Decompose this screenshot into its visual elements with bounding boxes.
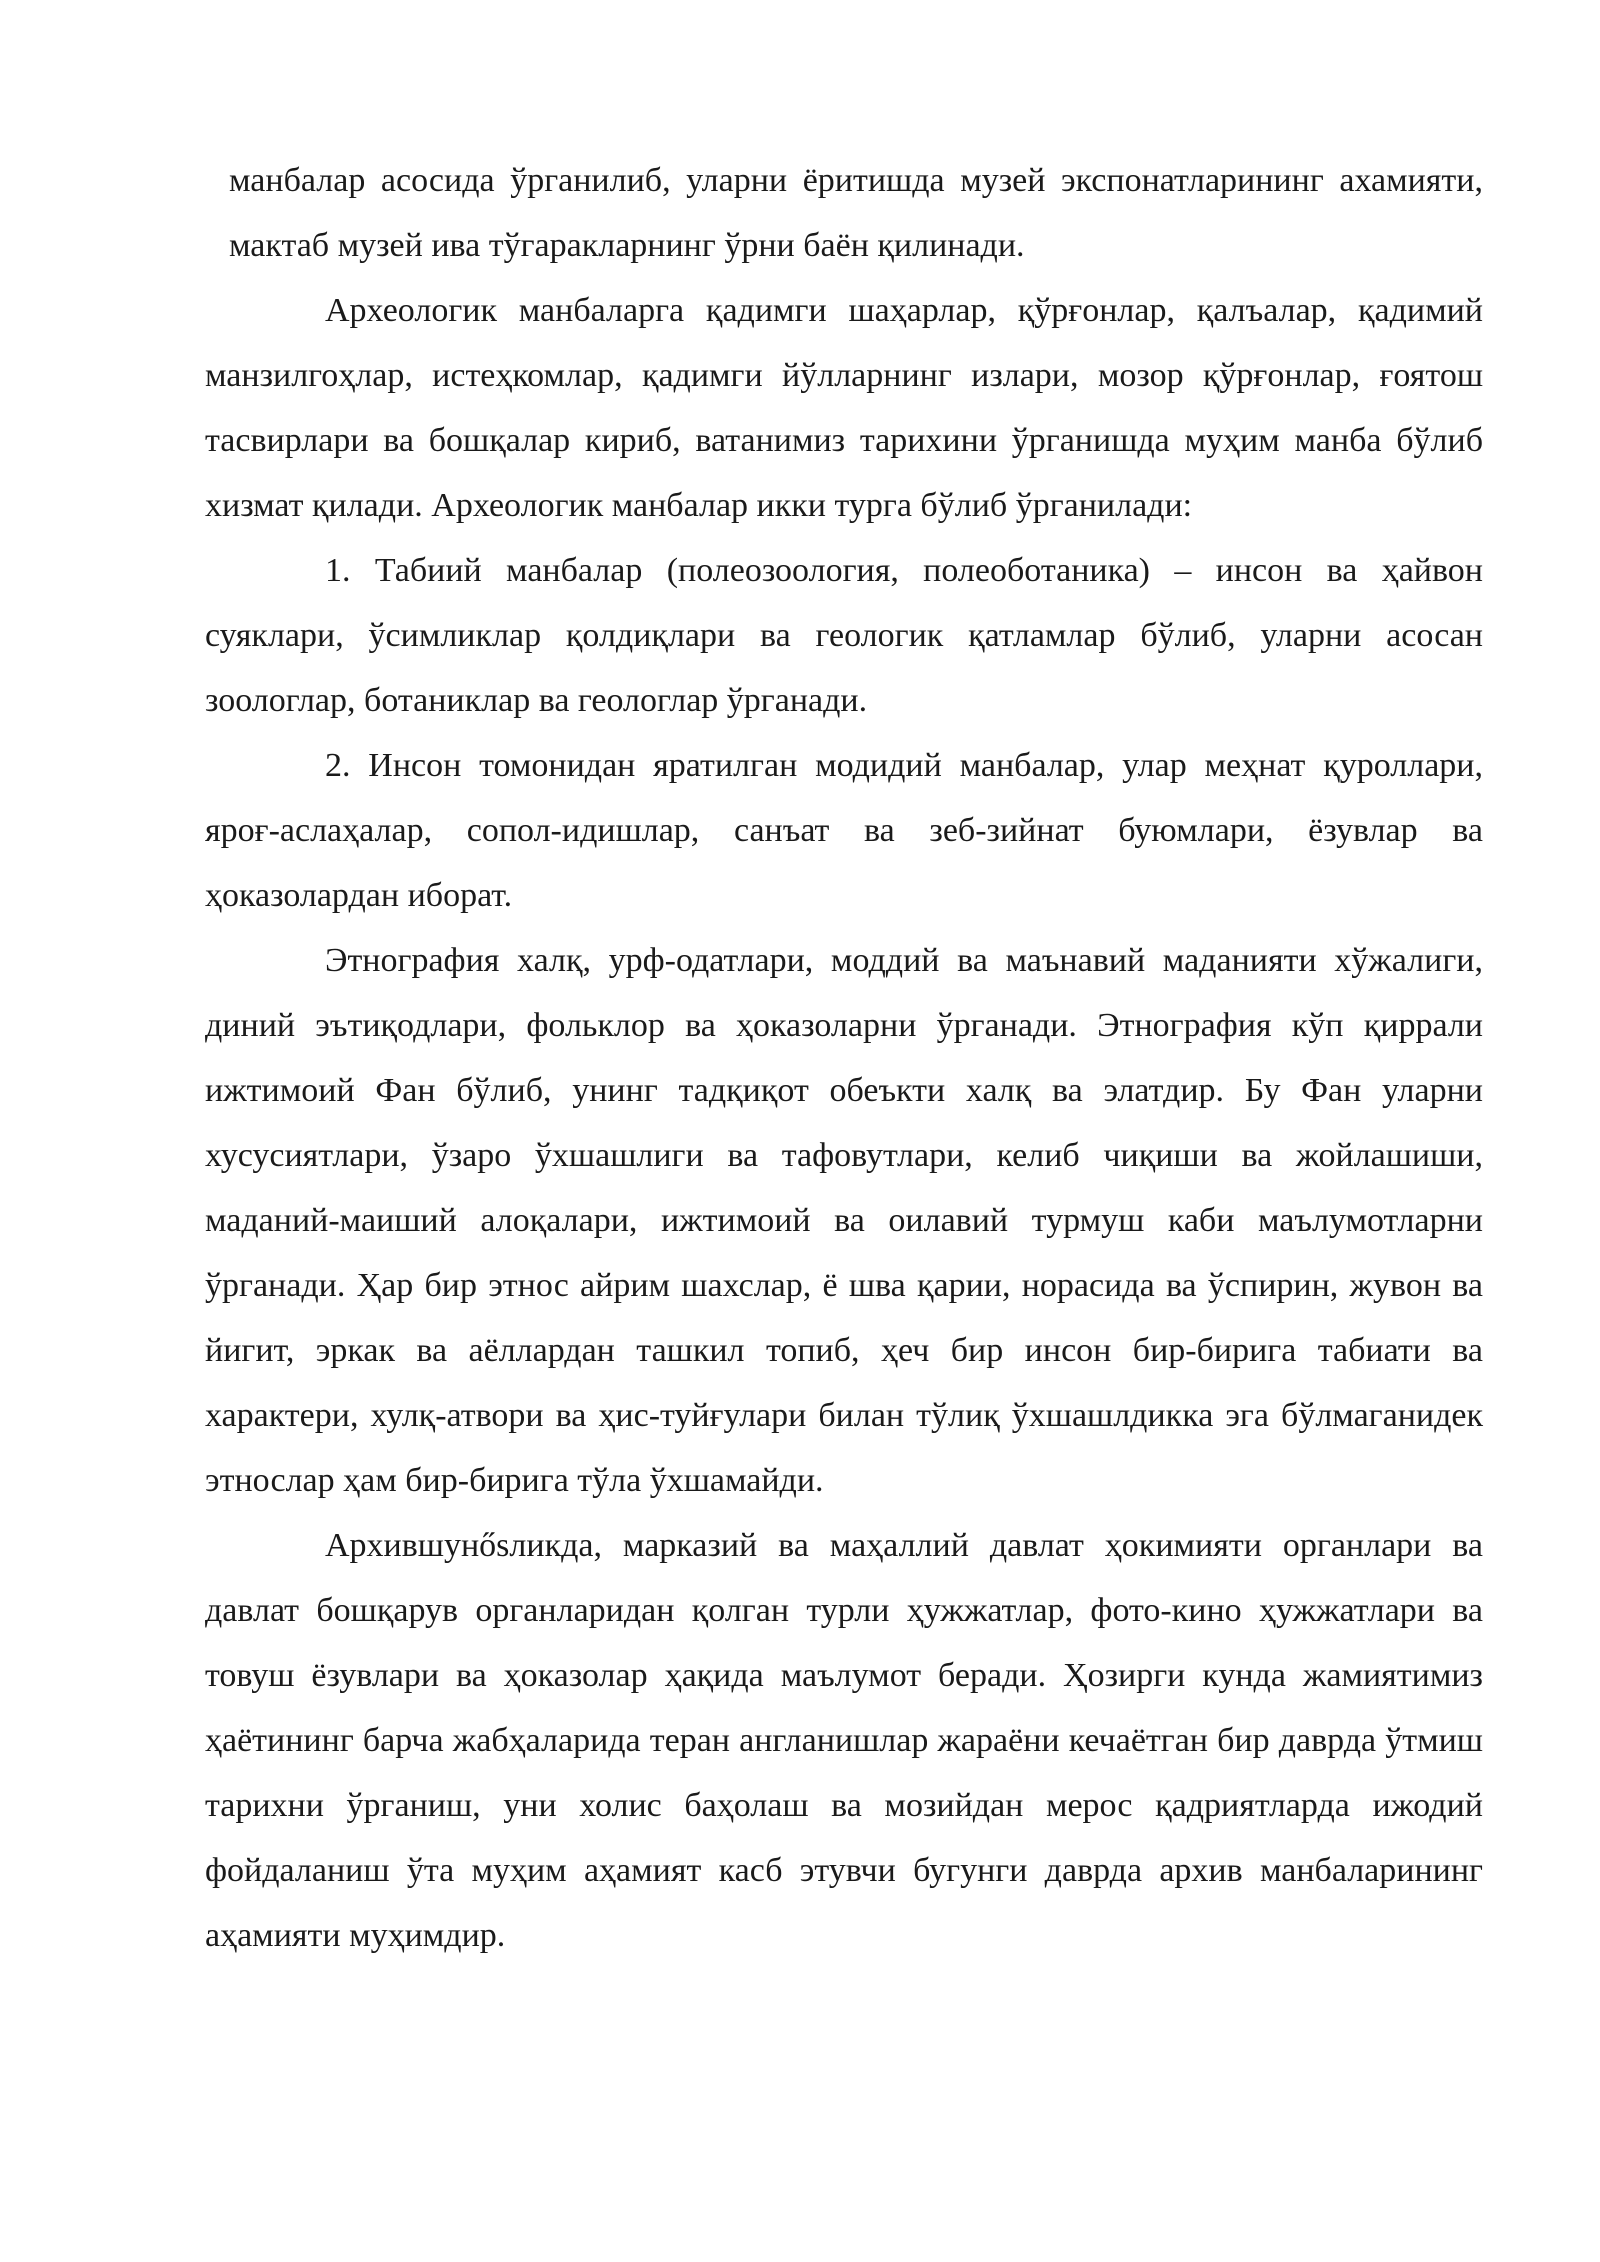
paragraph-man-made-sources: 2. Инсон томонидан яратилган модидий манбалар, улар меҳнат қуроллари, яроғ-аслаҳалар, сопол-идишлар, санъат ва зеб-зийнат буюмлари, ёзувлар ва ҳоказолардан иборат.	[205, 747, 1483, 914]
paragraph-natural-sources: 1. Табиий манбалар (полеозоология, полеоботаника) – инсон ва ҳайвон суяклари, ўсимликлар қолдиқлари ва геологик қатламлар бўлиб, уларни асосан зоологлар, ботаниклар ва геологлар ўрганади.	[205, 552, 1483, 719]
paragraph-archival-studies: Архившунősликда, марказий ва маҳаллий давлат ҳокимияти органлари ва давлат бошқарув органларидан қолган турли ҳужжатлар, фото-кино ҳужжатлари ва товуш ёзувлари ва ҳоказолар ҳақида маълумот беради. Ҳозирги кунда жамиятимиз ҳаётининг барча жабҳаларида теран англанишлар жараёни кечаётган бир даврда ўтмиш тарихни ўрганиш, уни холис баҳолаш ва мозийдан мерос қадриятларда ижодий фойдаланиш ўта муҳим аҳамият касб этувчи бугунги даврда архив манбаларининг аҳамияти муҳимдир.	[205, 1527, 1483, 1954]
paragraph-ethnography: Этнография халқ, урф-одатлари, моддий ва маънавий маданияти хўжалиги, диний эътиқодлари, фольклор ва ҳоказоларни ўрганади. Этнография кўп қиррали ижтимоий Фан бўлиб, унинг тадқиқот обеъкти халқ ва элатдир. Бу Фан уларни хусусиятлари, ўзаро ўхшашлиги ва тафовутлари, келиб чиқиши ва жойлашиши, маданий-маиший алоқалари, ижтимоий ва оилавий турмуш каби маълумотларни ўрганади. Ҳар бир этнос айрим шахслар, ё шва қарии, норасида ва ўспирин, жувон ва йигит, эркак ва аёллардан ташкил топиб, ҳеч бир инсон бир-бирига табиати ва характери, хулқ-атвори ва ҳис-туйғулари билан тўлиқ ўхшашлдикка эга бўлмаганидек этнослар ҳам бир-бирига тўла ўхшамайди.	[205, 942, 1483, 1499]
paragraph-archaeology: Археологик манбаларга қадимги шаҳарлар, қўрғонлар, қалъалар, қадимий манзилгоҳлар, истеҳкомлар, қадимги йўлларнинг излари, мозор қўрғонлар, ғоятош тасвирлари ва бошқалар кириб, ватанимиз тарихини ўрганишда муҳим манба бўлиб хизмат қилади. Археологик манбалар икки турга бўлиб ўрганилади:	[205, 292, 1483, 524]
document-body	[205, 148, 1483, 1968]
paragraph-sources-intro: манбалар асосида ўрганилиб, уларни ёритишда музей экспонатларининг ахамияти, мактаб музей ива тўгаракларнинг ўрни баён қилинади.	[229, 162, 1483, 264]
